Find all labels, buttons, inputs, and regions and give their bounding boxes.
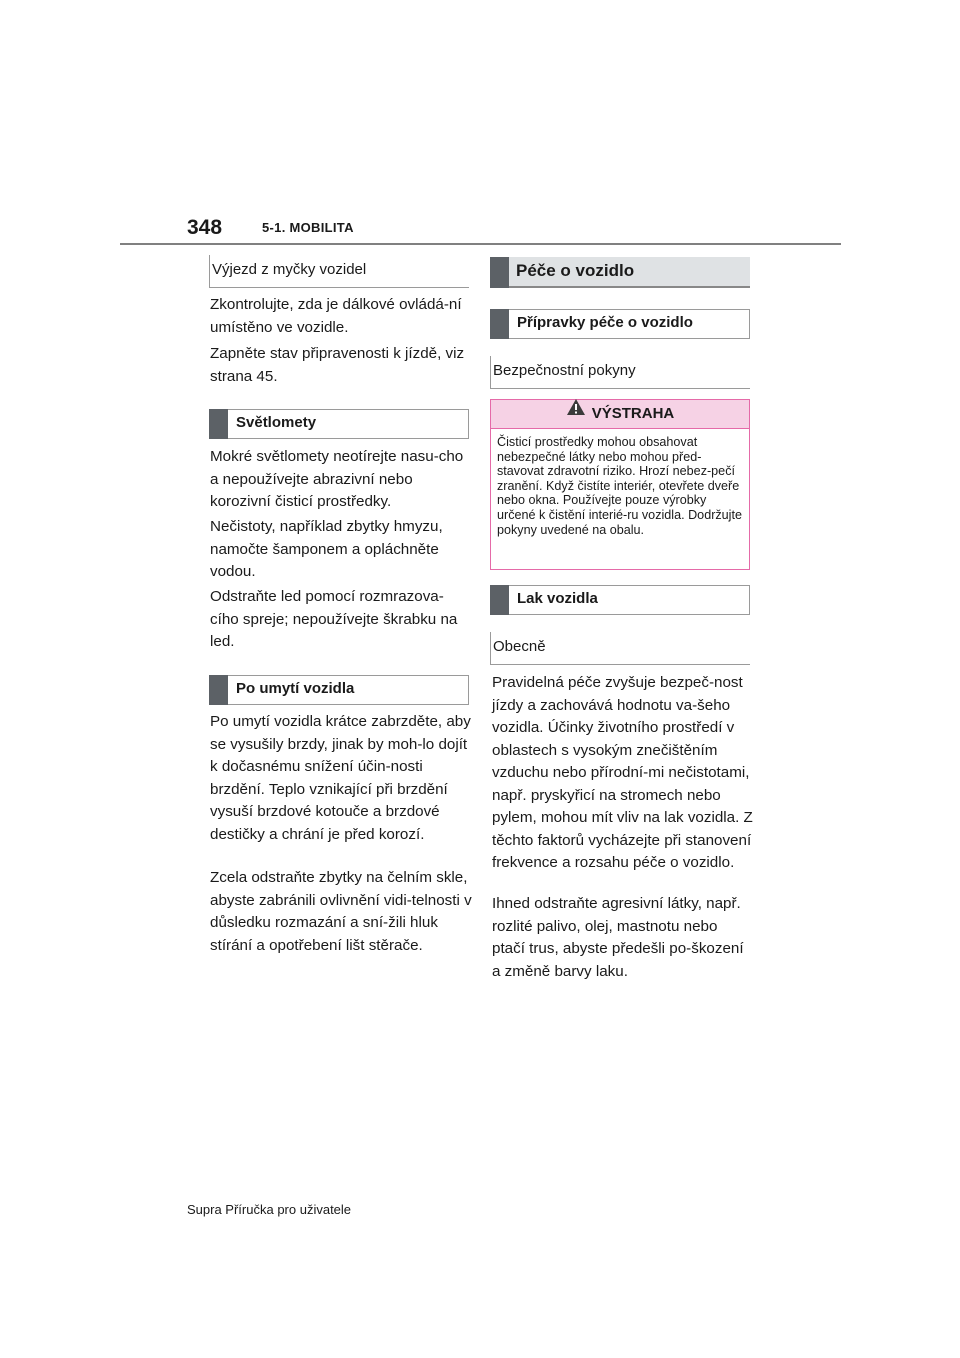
paragraph-brakes: Po umytí vozidla krátce zabrzděte, aby se vysušily brzdy, jinak by moh-lo dojít k dočasnému snížení účin-nosti brzdění. Teplo vznikající při brzdění vysuší brzdové kotouče a brzdové destičky a chrání je před korozí. (210, 713, 471, 843)
section-heading-vehicle-care: Péče o vozidlo (490, 257, 750, 288)
box-heading-paint: Lak vozidla (490, 585, 750, 615)
subheading-safety-notes: Bezpečnostní pokyny (490, 356, 750, 389)
page-number: 348 (187, 216, 223, 239)
paragraph-wet-headlights: Mokré světlomety neotírejte nasu-cho a nepoužívejte abrazivní nebo korozivní čisticí prostředky. (210, 448, 464, 510)
chapter-title: 5-1. MOBILITA (262, 220, 354, 235)
warning-triangle-icon (566, 398, 586, 426)
header-divider (120, 243, 841, 245)
footer-text: Supra Příručka pro uživatele (187, 1202, 352, 1217)
box-heading-care-products: Přípravky péče o vozidlo (490, 309, 750, 339)
box-heading-headlights: Světlomety (209, 409, 469, 439)
warning-header (491, 400, 749, 429)
paragraph-ice-removal: Odstraňte led pomocí rozmrazova-cího spreje; nepoužívejte škrabku na led. (210, 588, 458, 650)
paragraph-windshield: Zcela odstraňte zbytky na čelním skle, abyste zabránili ovlivnění vidi-telnosti v důsledku rozmazání a sní-žili hluk stírání a opotřebení lišt stěrače. (210, 869, 472, 954)
paragraph-aggressive-substances: Ihned odstraňte agresivní látky, např. rozlité palivo, olej, mastnotu nebo ptačí trus, abyste předešli po-škození a změně barvy laku. (492, 895, 744, 980)
warning-title: VÝSTRAHA (591, 405, 675, 422)
paragraph-ready-state: Zapněte stav připravenosti k jízdě, viz strana 45. (210, 345, 465, 385)
warning-text: Čisticí prostředky mohou obsahovat nebezpečné látky nebo mohou před-stavovat zdravotní riziko. Hrozí nebez-pečí zranění. Když čistíte interiér, otevřete dveře nebo okna. Používejte pouze výrobky určené k čistění interié-ru vozidla. Dodržujte pokyny uvedené na obalu. (497, 435, 742, 537)
paragraph-insect-residue: Nečistoty, například zbytky hmyzu, namočte šamponem a opláchněte vodou. (210, 518, 443, 580)
paragraph-remote-check: Zkontrolujte, zda je dálkové ovládá-ní umístěno ve vozidle. (210, 296, 462, 336)
box-heading-after-wash: Po umytí vozidla (209, 675, 469, 705)
subheading-car-wash-exit: Výjezd z myčky vozidel (209, 255, 469, 288)
paragraph-regular-care: Pravidelná péče zvyšuje bezpeč-nost jízdy a zachovává hodnotu va-šeho vozidla. Účinky životního prostředí v oblastech s vysokým znečištěním vzduchu nebo přírodní-mi nečistotami, např. pryskyřicí na stromech nebo pylem, mohou mít vliv na lak vozidla. Z těchto faktorů vycházejte při stanovení frekvence a rozsahu péče o vozidlo. (492, 674, 753, 871)
warning-box (490, 399, 750, 570)
subheading-general: Obecně (490, 632, 750, 665)
